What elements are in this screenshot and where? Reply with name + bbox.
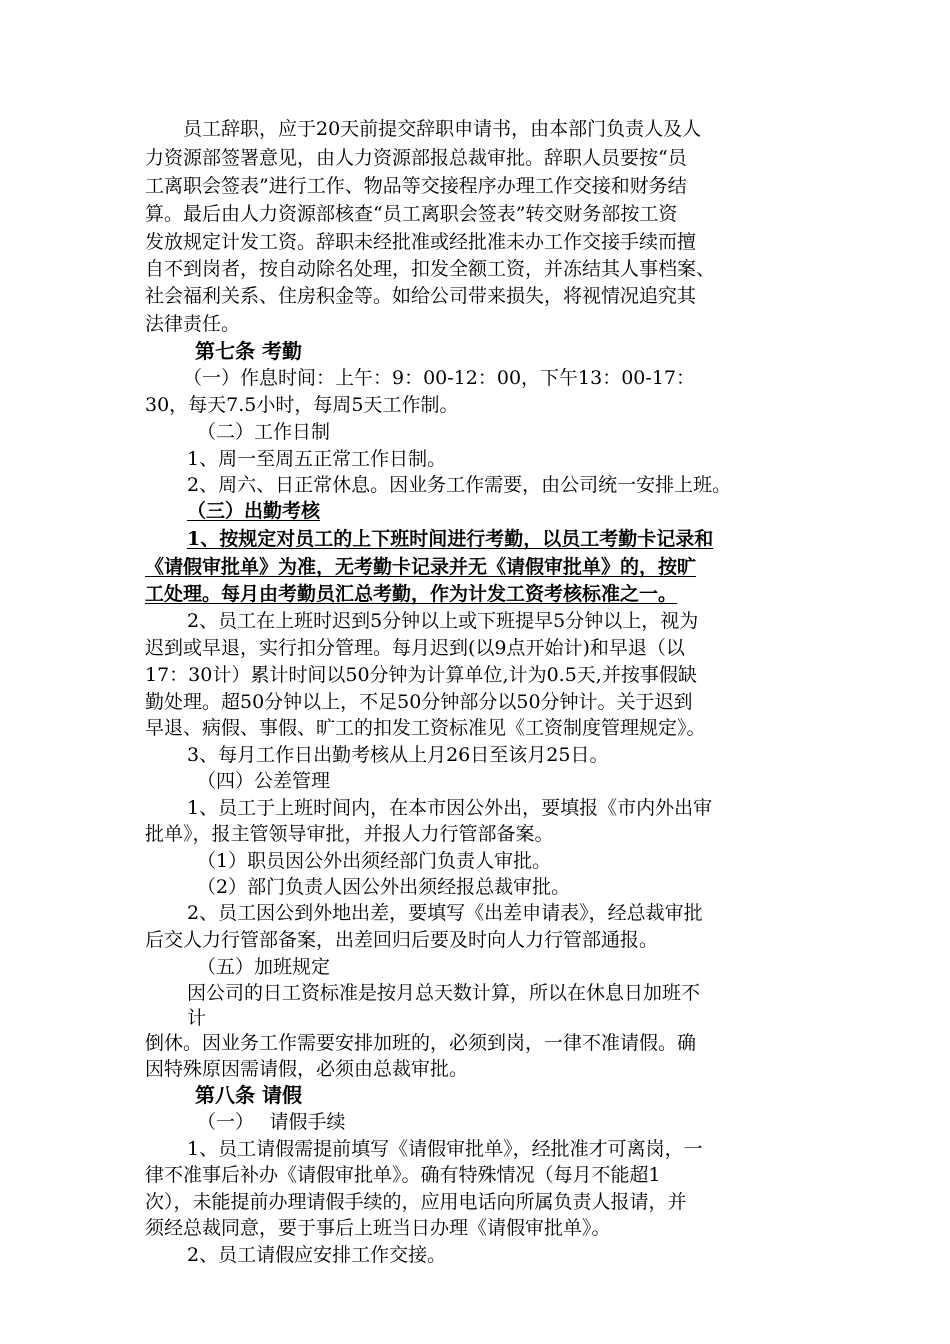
paragraph-line: 次），未能提前办理请假手续的，应用电话向所属负责人报请，并	[145, 1191, 687, 1213]
emphasized-line: 《请假审批单》为准，无考勤卡记录并无《请假审批单》的，按旷	[145, 556, 697, 578]
paragraph-line: 2、员工因公到外地出差，要填写《出差申请表》，经总裁审批	[187, 902, 703, 924]
paragraph-line: 30，每天7.5小时，每周5天工作制。	[145, 394, 459, 416]
paragraph-line: 3、每月工作日出勤考核从上月26日至该月25日。	[187, 744, 609, 766]
subsection-heading: （五）加班规定	[197, 956, 331, 978]
paragraph-line: 迟到或早退，实行扣分管理。每月迟到(以9点开始计)和早退（以	[145, 637, 685, 659]
paragraph-line: （1）职员因公外出须经部门负责人审批。	[197, 850, 552, 872]
paragraph-line: 工离职会签表”进行工作、物品等交接程序办理工作交接和财务结	[145, 175, 687, 197]
paragraph-line: 员工辞职，应于20天前提交辞职申请书，由本部门负责人及人	[183, 118, 702, 140]
paragraph-line: 律不准事后补办《请假审批单》。确有特殊情况（每月不能超1	[145, 1164, 661, 1186]
paragraph-line: 力资源部签署意见，由人力资源部报总裁审批。辞职人员要按“员	[145, 147, 687, 169]
paragraph-line: 因特殊原因需请假，必须由总裁审批。	[145, 1058, 469, 1080]
paragraph-line: 法律责任。	[145, 313, 241, 335]
section-heading-leave: 第八条 请假	[195, 1083, 302, 1107]
subsection-heading: （二）工作日制	[197, 421, 331, 443]
subsection-heading: （一） 请假手续	[197, 1111, 346, 1133]
paragraph-line: 发放规定计发工资。辞职未经批准或经批准未办工作交接手续而擅	[145, 231, 697, 253]
paragraph-line: 2、员工请假应安排工作交接。	[187, 1244, 447, 1266]
paragraph-line: 社会福利关系、住房积金等。如给公司带来损失，将视情况追究其	[145, 285, 697, 307]
subsection-heading-attendance-check: （三）出勤考核	[187, 500, 321, 522]
paragraph-line: 计	[187, 1007, 207, 1029]
paragraph-line: 批单》，报主管领导审批，并报人力行管部备案。	[145, 823, 554, 845]
paragraph-line: 勤处理。超50分钟以上，不足50分钟部分以50分钟计。关于迟到	[145, 691, 693, 713]
paragraph-line: 倒休。因业务工作需要安排加班的，必须到岗，一律不准请假。确	[145, 1032, 697, 1054]
paragraph-line: （2）部门负责人因公外出须经报总裁审批。	[197, 876, 571, 898]
paragraph-line: 算。最后由人力资源部核查“员工离职会签表”转交财务部按工资	[145, 203, 678, 225]
subsection-heading: （四）公差管理	[197, 770, 331, 792]
paragraph-line: 自不到岗者，按自动除名处理，扣发全额工资，并冻结其人事档案、	[145, 258, 716, 280]
emphasized-line: 工处理。每月由考勤员汇总考勤，作为计发工资考核标准之一。	[145, 583, 678, 605]
paragraph-line: 1、员工于上班时间内，在本市因公外出，要填报《市内外出审	[187, 797, 713, 819]
section-heading-attendance: 第七条 考勤	[195, 339, 302, 363]
paragraph-line: 2、周六、日正常休息。因业务工作需要，由公司统一安排上班。	[187, 474, 732, 496]
paragraph-line: 后交人力行管部备案，出差回归后要及时向人力行管部通报。	[145, 929, 659, 951]
paragraph-line: 因公司的日工资标准是按月总天数计算，所以在休息日加班不	[187, 982, 701, 1004]
paragraph-line: 1、员工请假需提前填写《请假审批单》，经批准才可离岗，一	[187, 1138, 703, 1160]
paragraph-line: 2、员工在上班时迟到5分钟以上或下班提早5分钟以上，视为	[187, 610, 699, 632]
paragraph-line: 1、周一至周五正常工作日制。	[187, 448, 447, 470]
paragraph-line: 须经总裁同意，要于事后上班当日办理《请假审批单》。	[145, 1217, 611, 1239]
paragraph-line: （一）作息时间：上午：9：00-12：00，下午13：00-17：	[183, 367, 695, 389]
paragraph-line: 早退、病假、事假、旷工的扣发工资标准见《工资制度管理规定》。	[145, 717, 706, 739]
emphasized-line: 1、按规定对员工的上下班时间进行考勤，以员工考勤卡记录和	[187, 528, 714, 550]
paragraph-line: 17：30计）累计时间以50分钟为计算单位,计为0.5天,并按事假缺	[145, 664, 697, 686]
